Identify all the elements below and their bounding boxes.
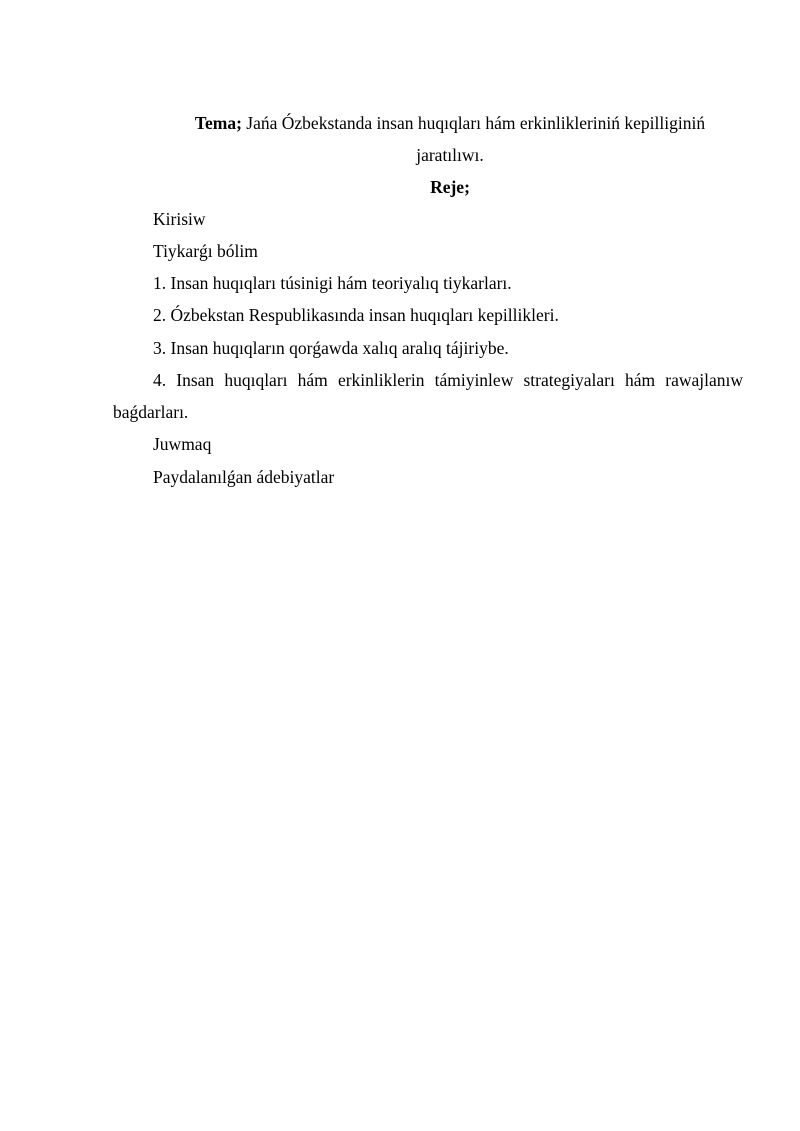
plan-item-4: 4. Insan huqıqları hám erkinliklerin támiyinlew strategiyaları hám rawajlanıw <box>153 370 743 390</box>
title-label: Tema; <box>194 113 242 133</box>
plan-item-2: 2. Ózbekstan Respublikasında insan huqıqları kepillikleri. <box>153 305 559 325</box>
plan-item-references: Paydalanılǵan ádebiyatlar <box>153 467 335 487</box>
plan-item-main-part: Tiykarǵı bólim <box>153 241 258 261</box>
plan-item-1: 1. Insan huqıqları túsinigi hám teoriyalıq tiykarları. <box>153 273 512 293</box>
plan-item-4-continuation: baǵdarları. <box>113 402 189 422</box>
plan-item-3: 3. Insan huqıqların qorǵawda xalıq aralıq tájiriybe. <box>153 338 509 358</box>
title-text-line2: jaratılıwı. <box>416 145 484 165</box>
document-title <box>112 107 788 139</box>
plan-heading: Reje; <box>430 177 470 197</box>
title-text-line1: Jańa Ózbekstanda insan huqıqları hám erkinlikleriniń kepilliginiń <box>241 113 706 133</box>
plan-item-introduction: Kirisiw <box>153 209 206 229</box>
plan-item-conclusion: Juwmaq <box>153 434 212 454</box>
